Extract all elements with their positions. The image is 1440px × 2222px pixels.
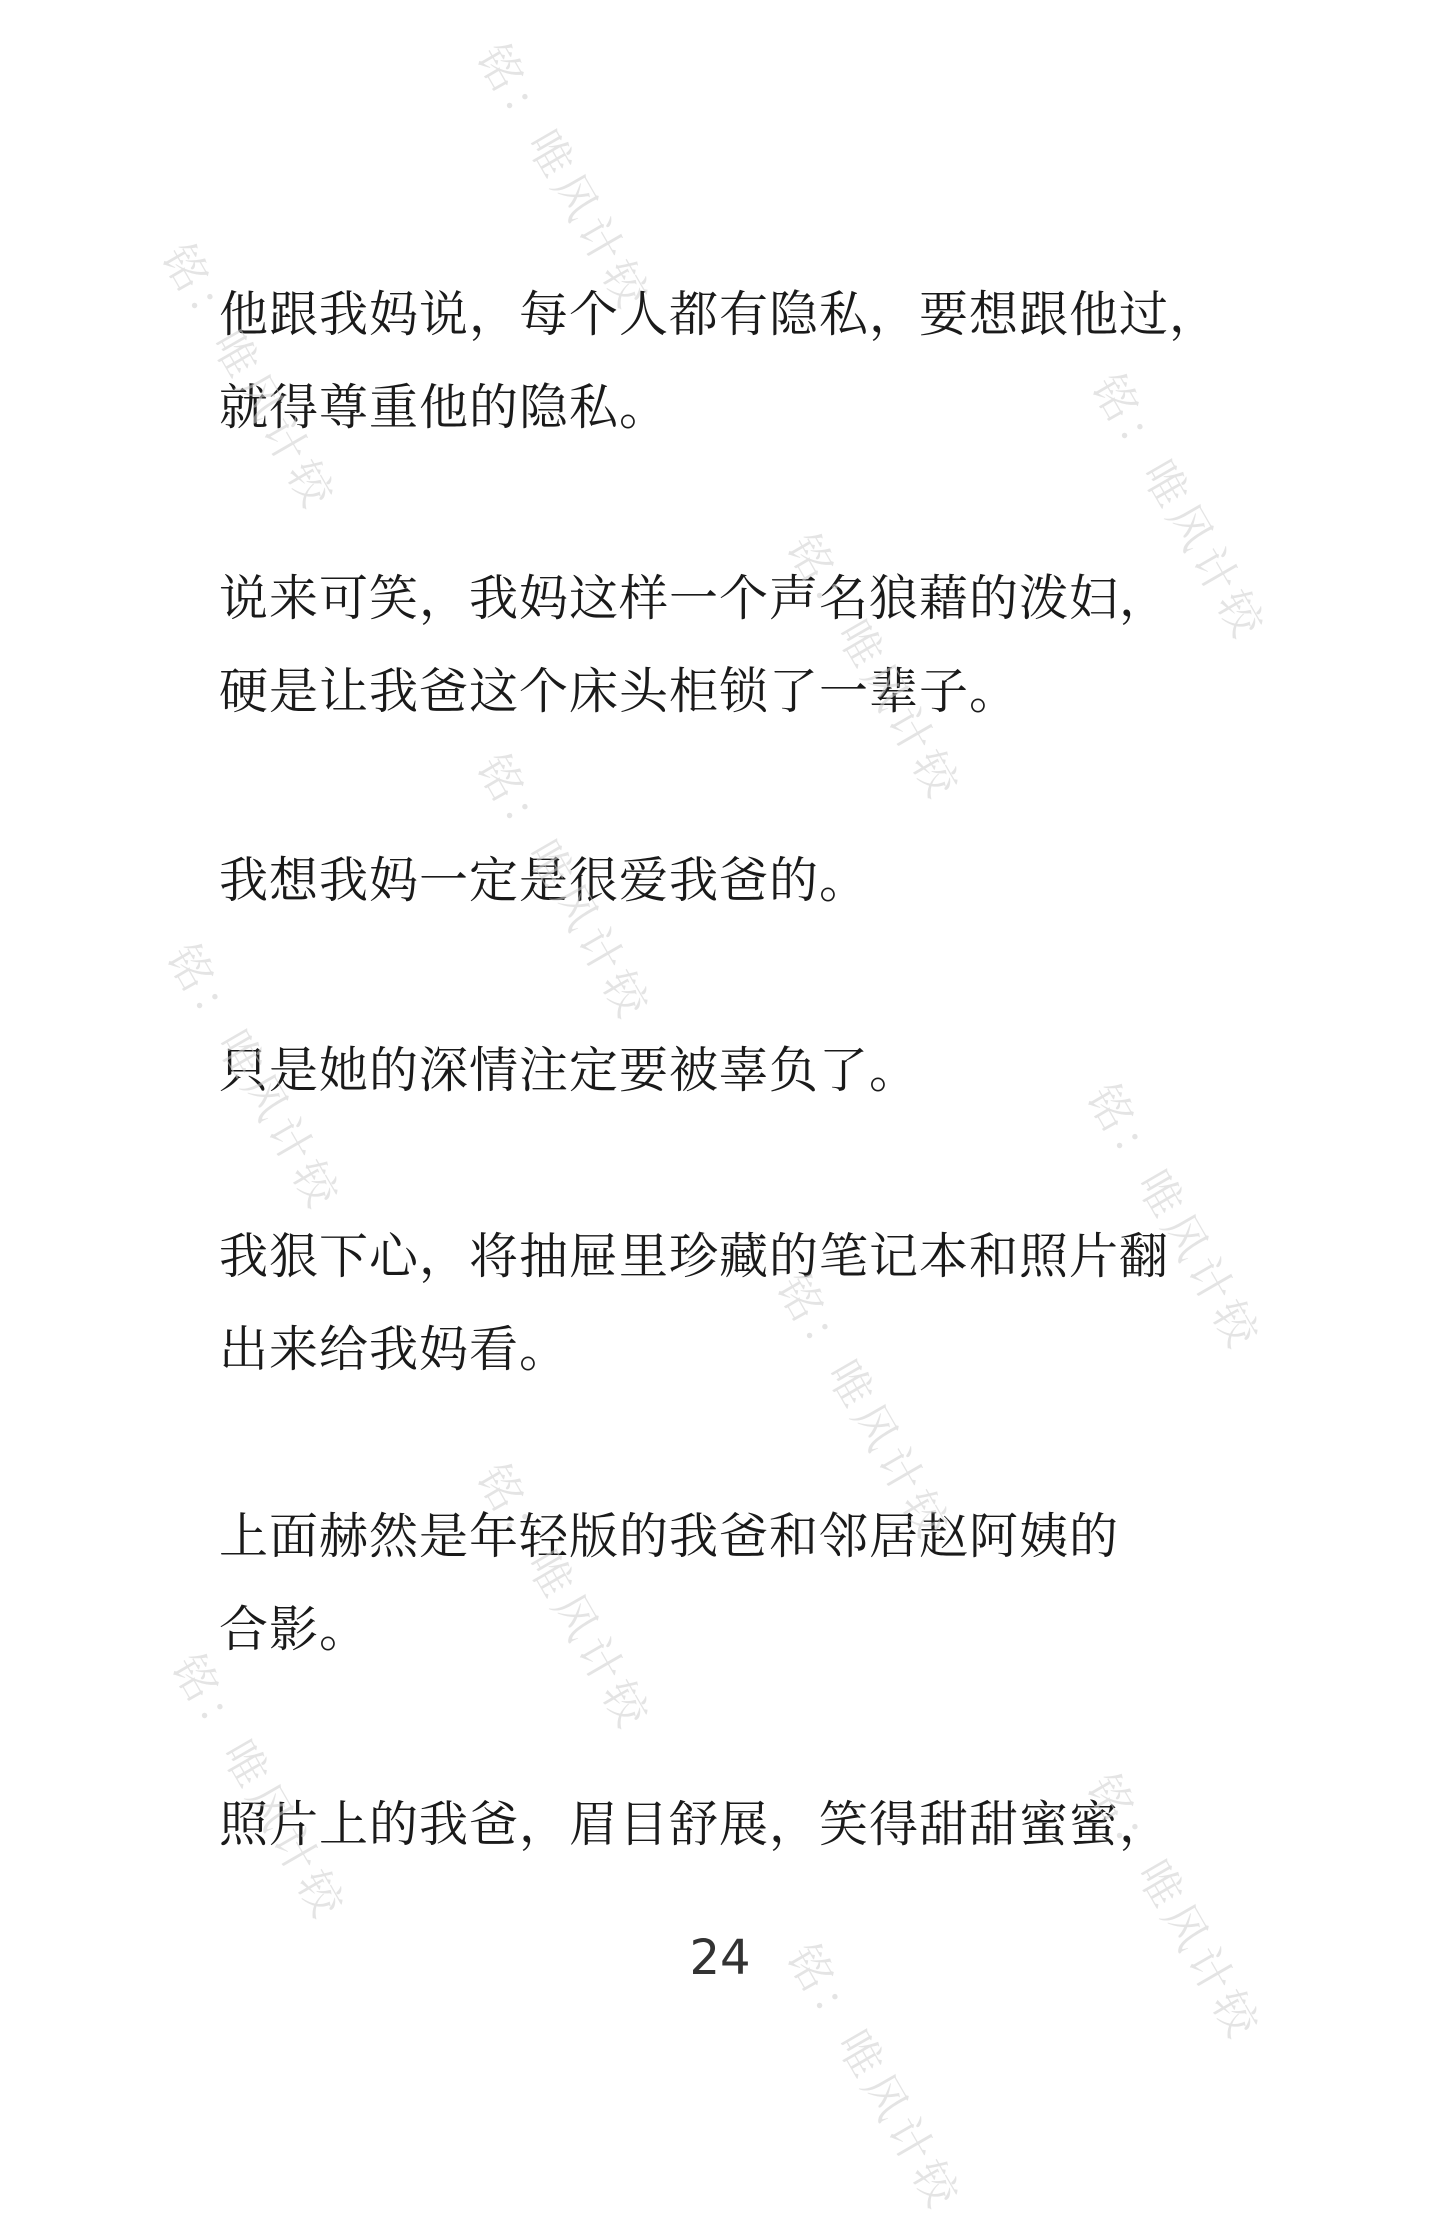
watermark: 铭：唯风计较 xyxy=(1076,1075,1271,1361)
paragraph-5 xyxy=(219,1210,1229,1396)
paragraph-line: 只是她的深情注定要被辜负了。 xyxy=(219,1042,920,1099)
paragraph-2 xyxy=(219,552,1229,738)
paragraph-3 xyxy=(219,834,1229,927)
paragraph-line: 合影。 xyxy=(219,1601,370,1658)
paragraph-1 xyxy=(219,268,1229,454)
watermark: 铭：唯风计较 xyxy=(466,745,661,1031)
paragraph-line: 硬是让我爸这个床头柜锁了一辈子。 xyxy=(219,663,1020,720)
paragraph-line: 照片上的我爸，眉目舒展，笑得甜甜蜜蜜， xyxy=(219,1796,1170,1853)
paragraph-line: 出来给我妈看。 xyxy=(219,1321,570,1378)
paragraph-4 xyxy=(219,1024,1229,1117)
watermark: 铭：唯风计较 xyxy=(466,1455,661,1741)
watermark: 铭：唯风计较 xyxy=(161,1645,356,1931)
paragraph-7 xyxy=(219,1778,1229,1871)
watermark: 铭：唯风计较 xyxy=(151,235,346,521)
page-number: 24 xyxy=(689,1930,751,1986)
paragraph-line: 就得尊重他的隐私。 xyxy=(219,379,670,436)
watermark: 铭：唯风计较 xyxy=(156,935,351,1221)
paragraph-line: 我想我妈一定是很爱我爸的。 xyxy=(219,852,870,909)
watermark: 铭：唯风计较 xyxy=(776,1935,971,2221)
paragraph-line: 他跟我妈说，每个人都有隐私，要想跟他过， xyxy=(219,286,1220,343)
paragraph-6 xyxy=(219,1490,1229,1676)
paragraph-line: 上面赫然是年轻版的我爸和邻居赵阿姨的 xyxy=(219,1508,1120,1565)
watermark: 铭：唯风计较 xyxy=(1081,365,1276,651)
watermark: 铭：唯风计较 xyxy=(466,35,661,321)
paragraph-line: 说来可笑，我妈这样一个声名狼藉的泼妇， xyxy=(219,570,1170,627)
paragraph-line: 我狠下心，将抽屉里珍藏的笔记本和照片翻 xyxy=(219,1228,1170,1285)
watermark: 铭：唯风计较 xyxy=(766,1265,961,1551)
watermark: 铭：唯风计较 xyxy=(1076,1765,1271,2051)
watermark: 铭：唯风计较 xyxy=(776,525,971,811)
